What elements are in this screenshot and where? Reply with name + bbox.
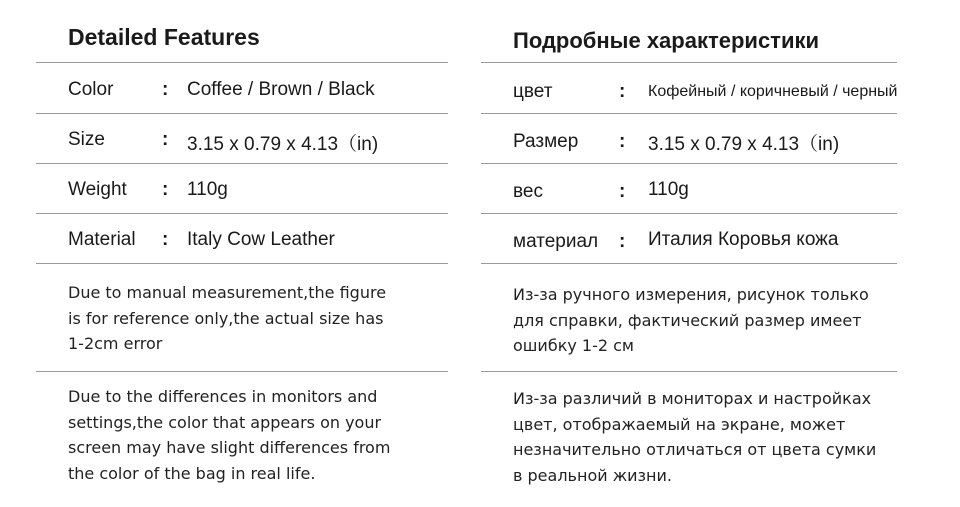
divider [481,163,897,164]
row-label: Размер [513,131,579,152]
row-value: Coffee / Brown / Black [187,79,375,100]
note-line: в реальной жизни. [513,465,672,485]
english-measurement-note [68,280,438,357]
row-value: 3.15 x 0.79 x 4.13（in) [648,134,840,155]
note-line: settings,the color that appears on your [68,412,382,432]
row-label: Color [68,79,114,100]
note-line: Из-за различий в мониторах и настройках [513,389,872,408]
divider [481,263,897,264]
row-colon: : [619,181,626,202]
divider [481,113,897,114]
row-colon: : [162,129,169,150]
row-colon: : [619,131,626,152]
row-colon: : [619,81,626,102]
row-label: цвет [513,81,553,102]
note-line: цвет, отображаемый на экране, может [513,414,846,434]
note-line: is for reference only,the actual size has [68,308,384,328]
note-line: незначительно отличаться от цвета сумки [513,440,877,459]
row-value: 110g [648,179,689,200]
divider [36,213,448,214]
row-label: материал [513,231,599,252]
note-line: ошибку 1-2 см [513,336,634,355]
russian-title: Подробные характеристики [513,28,820,53]
row-value: Italy Cow Leather [187,229,335,250]
row-value: Италия Коровья кожа [648,229,839,250]
note-line: Due to manual measurement,the figure [68,283,387,302]
divider [36,371,448,372]
row-label: Weight [68,179,127,200]
english-title: Detailed Features [68,24,260,50]
note-line: 1-2cm error [68,334,163,353]
divider [36,62,448,63]
divider [36,113,448,114]
row-colon: : [619,231,626,252]
row-colon: : [162,229,169,250]
english-color-note [68,384,438,486]
row-colon: : [162,79,169,100]
note-line: the color of the bag in real life. [68,463,316,483]
russian-color-note [513,386,887,488]
row-value: 110g [187,179,228,200]
row-label: Size [68,129,105,150]
row-label: Material [68,229,136,250]
divider [481,371,897,372]
row-value: 3.15 x 0.79 x 4.13（in) [187,134,379,155]
divider [481,213,897,214]
divider [36,163,448,164]
row-label: вес [513,181,543,202]
note-line: screen may have slight differences from [68,438,391,457]
row-value: Кофейный / коричневый / черный [648,83,898,100]
row-colon: : [162,179,169,200]
divider [481,62,897,63]
note-line: Из-за ручного измерения, рисунок только [513,285,869,304]
note-line: Due to the differences in monitors and [68,387,378,406]
note-line: для справки, фактический размер имеет [513,310,862,330]
divider [36,263,448,264]
russian-measurement-note [513,282,887,359]
